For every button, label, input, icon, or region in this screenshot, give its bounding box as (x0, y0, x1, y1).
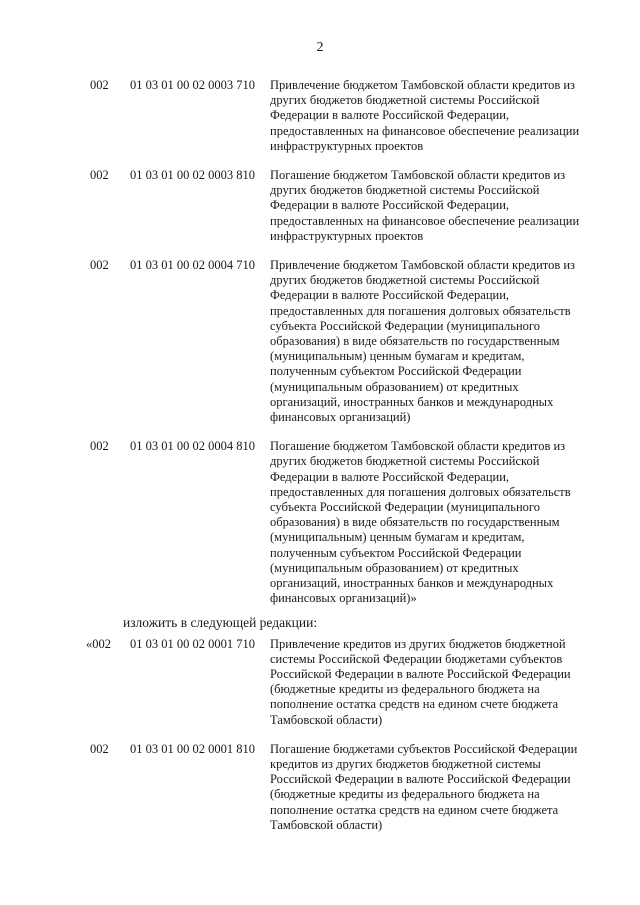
description-line: субъекта Российской Федерации (муниципального (270, 500, 540, 515)
description-line: полученным субъектом Российской Федерации (270, 545, 522, 560)
description-line: финансовых организаций) (270, 410, 411, 425)
description-line: образования) в виде обязательств по государственным (270, 515, 560, 530)
description-line: Погашение бюджетом Тамбовской области кредитов из (270, 168, 566, 183)
description-line: Тамбовской области) (270, 817, 383, 832)
description-line: Российской Федерации в валюте Российской Федерации (270, 666, 571, 681)
description-line: (бюджетные кредиты из федерального бюджета на (270, 787, 540, 802)
description-line: инфраструктурных проектов (270, 228, 424, 243)
description-line: Федерации в валюте Российской Федерации, (270, 288, 510, 303)
page-number: 2 (316, 40, 324, 55)
description-line: Российской Федерации в валюте Российской Федерации (270, 772, 571, 787)
intro-text: изложить в следующей редакции: (123, 614, 318, 630)
description-line: пополнение остатка средств на едином счете бюджета (270, 802, 559, 817)
description-line: финансовых организаций)» (270, 591, 417, 606)
table-row (0, 258, 640, 425)
admin-code: 002 (90, 741, 109, 756)
description-line: предоставленных для погашения долговых обязательств (270, 484, 571, 499)
description-line: Федерации в валюте Российской Федерации, (270, 108, 510, 123)
admin-code: 002 (90, 168, 109, 183)
code-description (270, 168, 595, 244)
table-row (0, 637, 640, 728)
admin-code: «002 (86, 636, 111, 651)
code-description (270, 742, 595, 833)
description-line: Привлечение бюджетом Тамбовской области кредитов из (270, 258, 575, 273)
description-line: (муниципальным образованием) от кредитных (270, 379, 519, 394)
admin-code: 002 (90, 439, 109, 454)
budget-classification-code: 01 03 01 00 02 0003 810 (130, 168, 255, 183)
description-line: (муниципальным образованием) от кредитных (270, 560, 519, 575)
table-row (0, 742, 640, 833)
description-line: Федерации в валюте Российской Федерации, (270, 469, 510, 484)
description-line: организаций, иностранных банков и международных (270, 576, 554, 591)
new-rows-group (0, 637, 640, 833)
description-line: Привлечение бюджетом Тамбовской области кредитов из (270, 78, 575, 92)
budget-classification-code: 01 03 01 00 02 0004 710 (130, 258, 255, 273)
description-line: Федерации в валюте Российской Федерации, (270, 198, 510, 213)
budget-classification-code: 01 03 01 00 02 0003 710 (130, 78, 255, 92)
description-line: предоставленных на финансовое обеспечение реализации (270, 213, 580, 228)
table-row (0, 168, 640, 244)
budget-classification-code: 01 03 01 00 02 0001 710 (130, 636, 255, 651)
description-line: субъекта Российской Федерации (муниципального (270, 318, 540, 333)
description-line: Привлечение кредитов из других бюджетов бюджетной (270, 636, 566, 651)
description-line: Погашение бюджетами субъектов Российской Федерации (270, 741, 578, 756)
description-line: (муниципальным) ценным бумагам и кредитам, (270, 349, 525, 364)
description-line: других бюджетов бюджетной системы Российской (270, 93, 540, 108)
description-line: кредитов из других бюджетов бюджетной системы (270, 756, 541, 771)
description-line: Тамбовской области) (270, 712, 383, 727)
code-description (270, 439, 595, 606)
description-line: других бюджетов бюджетной системы Российской (270, 183, 540, 198)
description-line: других бюджетов бюджетной системы Российской (270, 273, 540, 288)
old-rows-group (0, 78, 640, 607)
description-line: (бюджетные кредиты из федерального бюджета на (270, 682, 540, 697)
description-line: Погашение бюджетом Тамбовской области кредитов из (270, 439, 566, 454)
code-description (270, 258, 595, 425)
description-line: образования) в виде обязательств по государственным (270, 334, 560, 349)
admin-code: 002 (90, 258, 109, 273)
code-description (270, 78, 595, 154)
description-line: (муниципальным) ценным бумагам и кредитам, (270, 530, 525, 545)
code-description (270, 637, 595, 728)
description-line: предоставленных для погашения долговых обязательств (270, 303, 571, 318)
description-line: системы Российской Федерации бюджетами субъектов (270, 651, 563, 666)
description-line: пополнение остатка средств на едином счете бюджета (270, 697, 559, 712)
budget-code-table (0, 78, 640, 833)
description-line: инфраструктурных проектов (270, 138, 424, 153)
admin-code: 002 (90, 78, 109, 92)
budget-classification-code: 01 03 01 00 02 0004 810 (130, 439, 255, 454)
description-line: полученным субъектом Российской Федерации (270, 364, 522, 379)
budget-classification-code: 01 03 01 00 02 0001 810 (130, 741, 255, 756)
table-row (0, 78, 640, 154)
description-line: предоставленных на финансовое обеспечение реализации (270, 123, 580, 138)
table-row (0, 439, 640, 606)
description-line: организаций, иностранных банков и международных (270, 394, 554, 409)
description-line: других бюджетов бюджетной системы Российской (270, 454, 540, 469)
